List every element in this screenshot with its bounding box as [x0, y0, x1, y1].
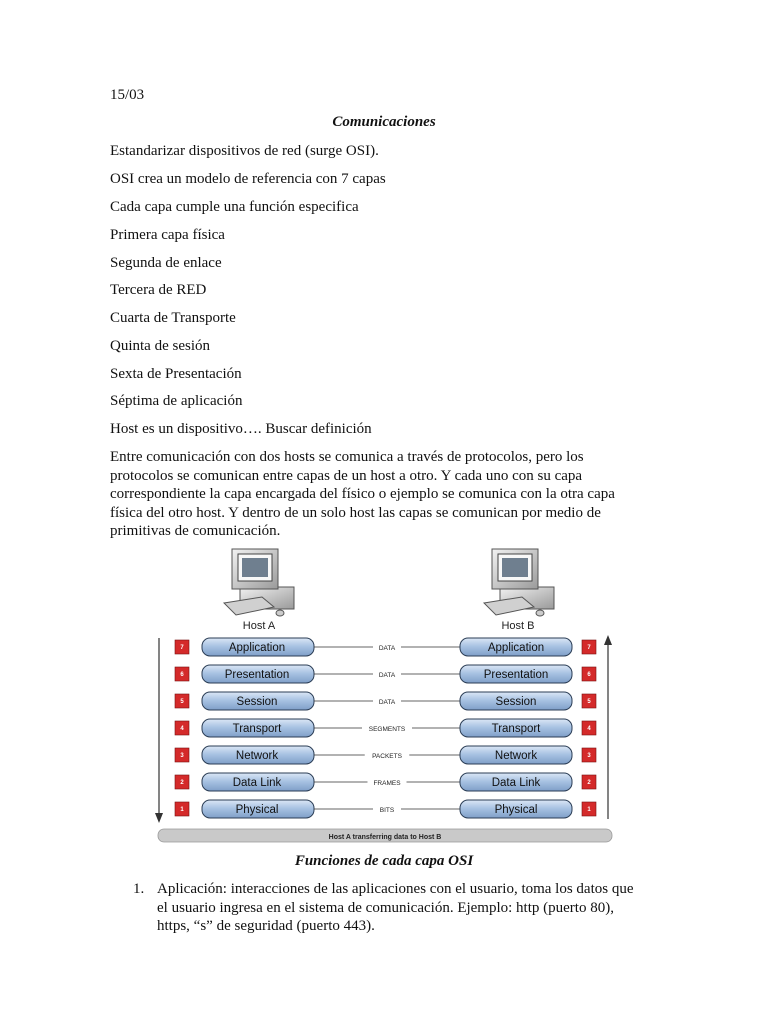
layer-number: 7: [180, 645, 184, 651]
date: 15/03: [110, 87, 145, 103]
text-line: Quinta de sesión: [110, 338, 210, 354]
list-line: Aplicación: interacciones de las aplicaciones con el usuario, toma los datos que: [157, 881, 634, 897]
layer-name: Presentation: [224, 669, 290, 681]
text-line: Cada capa cumple una función especifica: [110, 199, 359, 215]
layer-number: 2: [180, 780, 184, 786]
layer-number: 1: [587, 807, 591, 813]
text-line: Cuarta de Transporte: [110, 310, 236, 326]
layer-name: Transport: [491, 723, 541, 735]
layer-name: Presentation: [483, 669, 549, 681]
protocol-unit: DATA: [378, 699, 396, 706]
list-number: 1.: [133, 881, 145, 897]
paragraph-line: primitivas de comunicación.: [110, 523, 281, 539]
host-b-label: Host B: [501, 620, 535, 632]
transfer-caption: Host A transferring data to Host B: [328, 834, 442, 841]
paragraph-line: protocolos se comunican entre capas de un host a otro. Y cada uno con su capa: [110, 467, 583, 484]
layer-number: 3: [180, 753, 184, 759]
layer-name: Application: [487, 642, 545, 654]
layer-name: Network: [494, 750, 538, 762]
text-line: OSI crea un modelo de referencia con 7 capas: [110, 171, 386, 187]
layer-number: 4: [180, 726, 184, 732]
paragraph-line: Entre comunicación con dos hosts se comunica a través de protocolos, pero los: [110, 449, 584, 465]
list-line: https, “s” de seguridad (puerto 443).: [157, 918, 375, 934]
protocol-unit: DATA: [378, 645, 396, 652]
computer-icon: [224, 549, 294, 616]
protocol-unit: SEGMENTS: [368, 726, 406, 733]
list-text: [157, 880, 677, 936]
layer-number: 7: [587, 645, 591, 651]
section-title: Funciones de cada capa OSI: [294, 853, 474, 869]
text-line: Estandarizar dispositivos de red (surge OSI).: [110, 143, 379, 159]
text-line: Tercera de RED: [110, 282, 207, 298]
down-arrow-icon: [155, 638, 163, 823]
layer-name: Session: [236, 696, 278, 708]
paragraph-line: física del otro host. Y dentro de un solo host las capas se comunican por medio de: [110, 504, 601, 521]
layer-number: 5: [180, 699, 184, 705]
paragraph: [110, 448, 650, 541]
layer-name: Transport: [232, 723, 282, 735]
text-line: Segunda de enlace: [110, 255, 222, 271]
text-line: Séptima de aplicación: [110, 393, 243, 409]
layer-number: 3: [587, 753, 591, 759]
text-line: Sexta de Presentación: [110, 366, 242, 382]
computer-icon: [484, 549, 554, 616]
layer-number: 5: [587, 699, 591, 705]
text-line: Host es un dispositivo…. Buscar definición: [110, 421, 372, 437]
host-a-label: Host A: [242, 620, 276, 632]
protocol-unit: BITS: [379, 807, 395, 814]
layer-name: Physical: [494, 804, 538, 816]
text-line: Primera capa física: [110, 227, 225, 243]
document-title: Comunicaciones: [332, 114, 436, 130]
up-arrow-icon: [604, 635, 612, 819]
layer-name: Data Link: [491, 777, 541, 789]
osi-model-diagram: [150, 545, 618, 847]
layer-name: Application: [228, 642, 286, 654]
layer-name: Physical: [235, 804, 279, 816]
list-line: el usuario ingresa en el sistema de comunicación. Ejemplo: http (puerto 80),: [157, 899, 614, 916]
layer-number: 2: [587, 780, 591, 786]
paragraph-line: correspondiente la capa encargada del físico o ejemplo se comunica con la otra capa: [110, 486, 615, 502]
layer-name: Session: [495, 696, 537, 708]
protocol-unit: DATA: [378, 672, 396, 679]
layer-number: 4: [587, 726, 591, 732]
layer-number: 6: [587, 672, 591, 678]
protocol-unit: PACKETS: [372, 753, 402, 760]
layer-name: Data Link: [232, 777, 282, 789]
protocol-unit: FRAMES: [373, 780, 401, 787]
layer-number: 6: [180, 672, 184, 678]
layer-name: Network: [235, 750, 279, 762]
layer-number: 1: [180, 807, 184, 813]
